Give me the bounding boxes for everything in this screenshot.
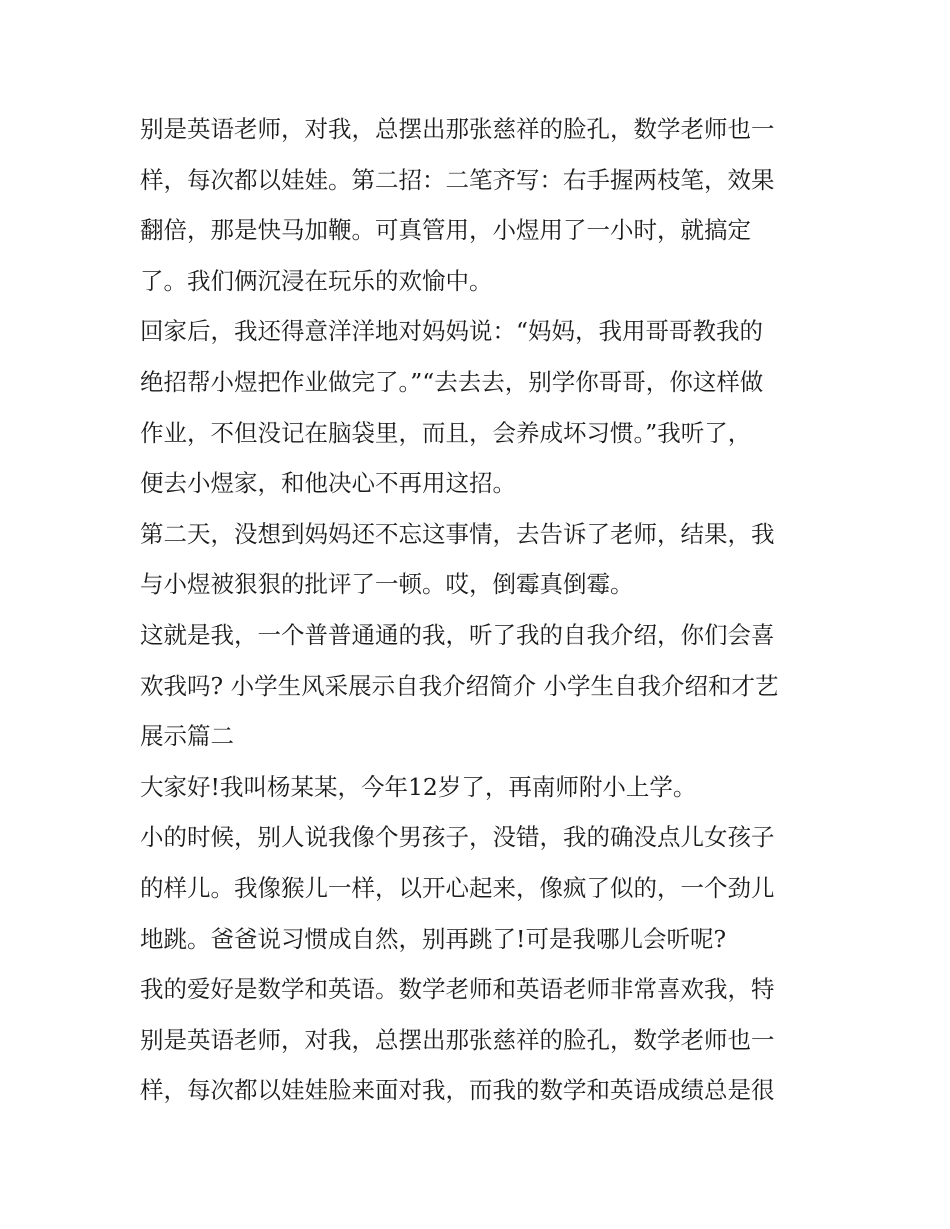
text-line: 便去小煜家，和他决心不再用这招。: [140, 469, 516, 498]
text-line: 第二天，没想到妈妈还不忘这事情，去告诉了老师，结果，我: [140, 519, 775, 548]
text-line: 作业，不但没记在脑袋里，而且，会养成坏习惯。”我听了，: [140, 418, 752, 447]
text-line: 与小煜被狠狠的批评了一顿。哎，倒霉真倒霉。: [140, 570, 634, 599]
text-line: 欢我吗? 小学生风采展示自我介绍简介 小学生自我介绍和才艺: [140, 671, 779, 700]
text-line: 别是英语老师，对我，总摆出那张慈祥的脸孔，数学老师也一: [140, 1025, 775, 1054]
text-line: 别是英语老师，对我，总摆出那张慈祥的脸孔，数学老师也一: [140, 115, 775, 143]
text-line: 样，每次都以娃娃。第二招：二笔齐写：右手握两枝笔，效果: [140, 165, 775, 194]
text-line: 我的爱好是数学和英语。数学老师和英语老师非常喜欢我，特: [140, 975, 775, 1004]
text-line: 翻倍，那是快马加鞭。可真管用，小煜用了一小时，就搞定: [140, 216, 751, 245]
text-line: 小的时候，别人说我像个男孩子，没错，我的确没点儿女孩子: [140, 823, 775, 852]
text-line: 地跳。爸爸说习惯成自然，别再跳了!可是我哪儿会听呢?: [140, 924, 727, 953]
body-text: [140, 104, 820, 1116]
text-line: 了。我们俩沉浸在玩乐的欢愉中。: [140, 266, 493, 295]
text-line: 展示篇二: [140, 722, 234, 751]
text-line: 绝招帮小煜把作业做完了。”“去去去，别学你哥哥，你这样做: [140, 367, 764, 396]
text-line: 的样儿。我像猴儿一样，以开心起来，像疯了似的，一个劲儿: [140, 873, 775, 902]
text-line: 这就是我，一个普普通通的我，听了我的自我介绍，你们会喜: [140, 620, 775, 649]
text-line: 回家后，我还得意洋洋地对妈妈说：“妈妈，我用哥哥教我的: [140, 317, 764, 346]
text-line: 样，每次都以娃娃脸来面对我，而我的数学和英语成绩总是很: [140, 1076, 775, 1105]
text-line: 大家好!我叫杨某某，今年12岁了，再南师附小上学。: [140, 772, 697, 801]
